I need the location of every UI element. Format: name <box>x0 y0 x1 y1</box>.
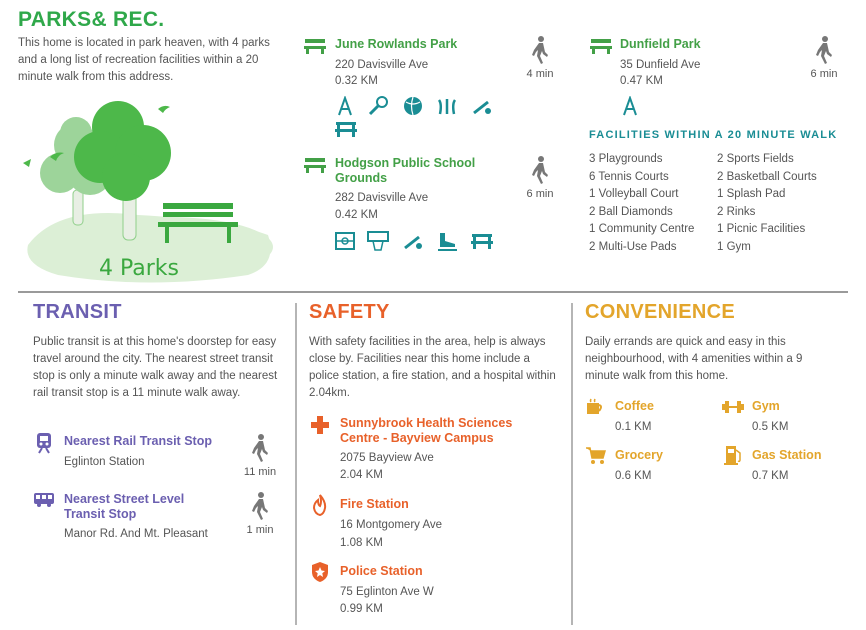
park-address: 35 Dunfield Ave <box>620 59 701 71</box>
facility-item: 2 Sports Fields <box>717 153 794 165</box>
safety-distance: 1.08 KM <box>340 537 383 549</box>
picnic-icon <box>471 231 493 251</box>
gas-pump-icon <box>724 444 742 466</box>
walking-icon <box>251 492 269 520</box>
convenience-title: CONVENIENCE <box>585 301 735 323</box>
transit-street-name[interactable]: Nearest Street Level Transit Stop <box>64 492 185 521</box>
transit-street-place: Manor Rd. And Mt. Pleasant <box>64 528 208 540</box>
bench-icon <box>304 157 326 173</box>
safety-distance: 0.99 KM <box>340 603 383 615</box>
hospital-cross-icon <box>310 415 330 435</box>
tennis-icon <box>367 96 389 116</box>
basketball-icon <box>367 231 389 251</box>
parks-intro: This home is located in park heaven, with 4 parks and a long list of recreation facilities within a 20 minute walk from this address. <box>18 37 270 83</box>
facility-item: 1 Splash Pad <box>717 188 786 201</box>
police-shield-icon <box>311 561 329 583</box>
column-divider <box>571 303 573 625</box>
transit-rail-name[interactable]: Nearest Rail Transit Stop <box>64 434 212 448</box>
park-address: 220 Davisville Ave <box>335 59 429 71</box>
walking-icon <box>251 434 269 462</box>
facility-item: 2 Ball Diamonds <box>589 205 673 218</box>
safety-police-name[interactable]: Police Station <box>340 564 423 578</box>
facility-item: 1 Community Centre <box>589 223 695 236</box>
safety-address: 16 Montgomery Ave <box>340 519 443 531</box>
convenience-gas-name[interactable]: Gas Station <box>752 448 822 462</box>
park-name-june-rowlands[interactable]: June Rowlands Park <box>335 37 458 51</box>
facility-item: 1 Picnic Facilities <box>717 223 806 236</box>
bench-icon <box>590 38 612 54</box>
convenience-distance: 0.6 KM <box>615 470 652 482</box>
walk-time: 6 min <box>518 156 562 200</box>
walking-icon <box>815 36 833 64</box>
parks-count: 4 Parks <box>99 256 179 281</box>
parks-title: PARKS& REC. <box>18 8 165 31</box>
facility-item: 2 Basketball Courts <box>717 170 817 183</box>
grocery-cart-icon <box>585 446 607 466</box>
convenience-distance: 0.5 KM <box>752 421 789 433</box>
convenience-gym-name[interactable]: Gym <box>752 399 780 413</box>
park-facility-icons <box>335 231 501 256</box>
safety-hospital-name[interactable]: Sunnybrook Health Sciences Centre - Bayview Campus <box>340 416 513 445</box>
facility-item: 2 Multi-Use Pads <box>589 240 677 253</box>
facility-item: 2 Rinks <box>717 205 756 218</box>
gym-dumbbell-icon <box>722 400 744 414</box>
train-icon <box>35 432 53 454</box>
section-divider <box>18 291 848 293</box>
walking-icon <box>531 36 549 64</box>
safety-title: SAFETY <box>309 301 390 323</box>
park-distance: 0.42 KM <box>335 209 378 221</box>
walk-time: 4 min <box>518 36 562 80</box>
facility-item: 1 Gym <box>717 240 751 253</box>
splash-pad-icon <box>436 96 458 116</box>
park-address: 282 Davisville Ave <box>335 192 429 204</box>
facilities-list-left <box>589 151 694 257</box>
convenience-grocery-name[interactable]: Grocery <box>615 448 663 462</box>
park-name-dunfield[interactable]: Dunfield Park <box>620 37 701 51</box>
playground-icon <box>335 96 355 116</box>
convenience-intro: Daily errands are quick and easy in this neighbourhood, with 4 amenities within a 9 minute walk from this home. <box>585 336 803 382</box>
transit-title: TRANSIT <box>33 301 122 323</box>
convenience-coffee-name[interactable]: Coffee <box>615 399 654 413</box>
bench-icon <box>304 38 326 54</box>
park-facility-icons <box>335 96 501 121</box>
sports-field-icon <box>335 231 355 251</box>
skate-icon <box>436 231 458 251</box>
safety-intro: With safety facilities in the area, help is always close by. Facilities near this home include a police station, a fire station, and a hospital within 2.04km. <box>309 336 556 399</box>
safety-distance: 2.04 KM <box>340 469 383 481</box>
transit-intro: Public transit is at this home's doorstep for easy travel around the city. The nearest street transit stop is only a minute walk away and the nearest rail transit stop is a 11 minute walk away. <box>33 336 278 399</box>
convenience-distance: 0.7 KM <box>752 470 789 482</box>
coffee-icon <box>586 398 604 416</box>
walking-icon <box>531 156 549 184</box>
facility-item: 1 Volleyball Court <box>589 188 679 201</box>
park-distance: 0.32 KM <box>335 75 378 87</box>
safety-address: 75 Eglinton Ave W <box>340 586 434 598</box>
facility-item: 6 Tennis Courts <box>589 170 669 183</box>
transit-rail-place: Eglinton Station <box>64 456 145 468</box>
volleyball-icon <box>402 96 424 116</box>
convenience-distance: 0.1 KM <box>615 421 652 433</box>
walk-time: 1 min <box>238 492 282 536</box>
fire-icon <box>312 494 328 516</box>
facility-item: 3 Playgrounds <box>589 153 663 165</box>
park-distance: 0.47 KM <box>620 75 663 87</box>
picnic-icon <box>335 121 357 137</box>
park-name-hodgson[interactable]: Hodgson Public School Grounds <box>335 156 476 185</box>
playground-icon <box>620 96 640 116</box>
bus-icon <box>33 492 55 508</box>
baseball-icon <box>402 231 424 251</box>
safety-fire-name[interactable]: Fire Station <box>340 497 409 511</box>
facilities-title: FACILITIES WITHIN A 20 MINUTE WALK <box>589 129 838 141</box>
baseball-icon <box>471 96 493 116</box>
walk-time: 6 min <box>802 36 846 80</box>
walk-time: 11 min <box>238 434 282 478</box>
safety-address: 2075 Bayview Ave <box>340 452 434 464</box>
column-divider <box>295 303 297 625</box>
facilities-list-right <box>717 151 817 257</box>
